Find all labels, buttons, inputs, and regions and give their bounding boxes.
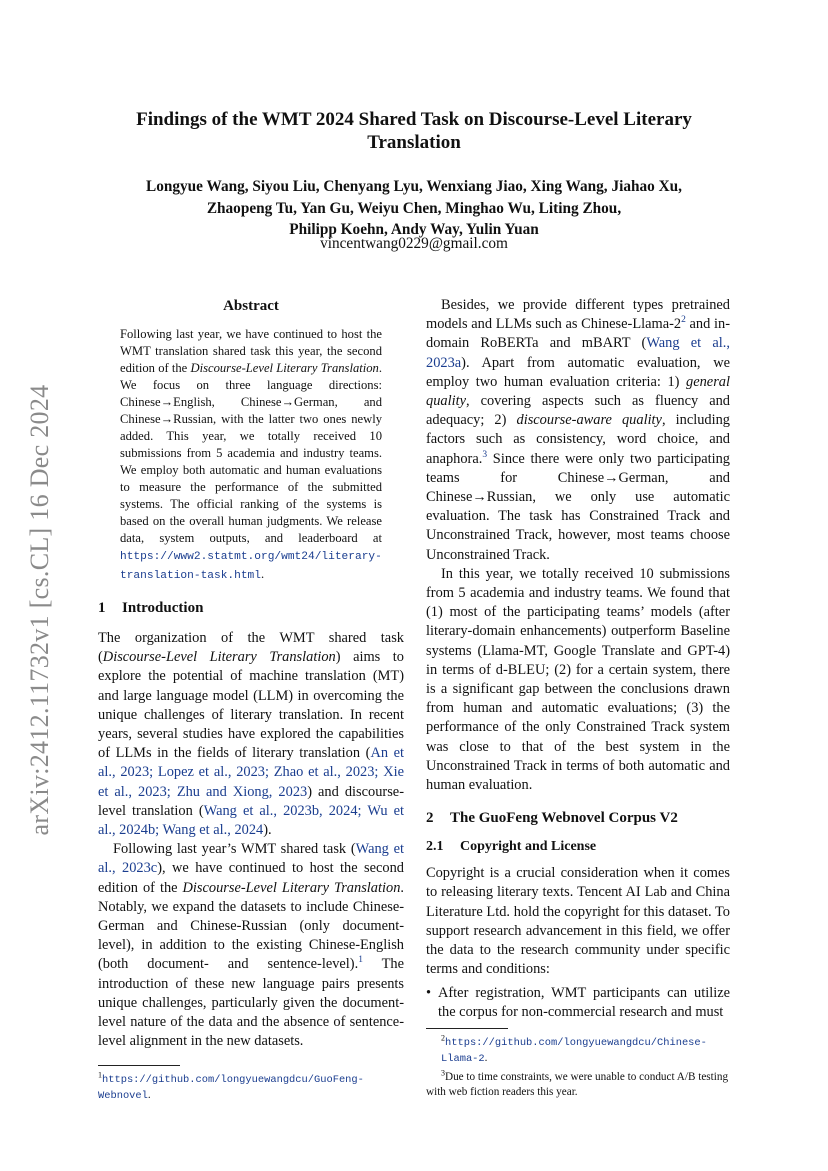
footnote-marker-2[interactable]: 2 [681,315,686,326]
right-paragraph-1: Besides, we provide different types pretrained models and LLMs such as Chinese-$Llama-2^2$ and in-domain RoBERTa and mBART (Wang et al., 2023a). Apart from automatic evaluation, we employ two human evaluation criteria: 1) general quality, covering aspects such as fluency and adequacy; 2) discourse-aware quality, including factors such as consistency, word choice, and anaphora.$^3$ Since there were only two participating teams for Chinese→German, and Chinese→Russian, we only use automatic evaluation. The task has Constrained Track and Unconstrained Track, however, most teams choose Unconstrained Track. [426,297,731,563]
footnote-marker-3[interactable]: 3 [482,449,488,460]
authors-line-2: Zhaopeng Tu, Yan Gu, Weiyu Chen, Minghao Wu, Liting Zhou, [206,199,622,217]
citation-wang-2023c[interactable]: Wang et al., 2023c [98,841,404,877]
copyright-paragraph: Copyright is a crucial consideration when it comes to releasing literary texts. Tencent AI Lab and China Literature Ltd. hold the copyright for this dataset. To support research advancement in this field, we offer the data to the research community under specific terms and conditions: [426,865,730,978]
arxiv-identifier-text: arXiv:2412.11732v1 [cs.CL] 16 Dec 2024 [25,384,54,836]
task-name: Discourse-Level Literary Translation [190,361,379,375]
section-1-heading: 1 Introduction [98,600,204,616]
right-paragraph-2: In this year, we totally received 10 submissions from 5 academia and industry teams. We found that (1) most of the participating teams’ models (after literary-domain enhancements) outperform Baseline systems (Llama-MT, Google Translate and GPT-4) in terms of d-BLEU; (2) for a certain system, there is a significant gap between the conclusions drawn from human and automatic evaluations; (3) the performance of the only Constrained Track system was close to that of the best system in the Unconstrained Track in terms of both automatic and human evaluation. [426,565,730,794]
footnote-marker-1[interactable]: 1 [358,955,363,966]
leaderboard-link[interactable]: https://www2.statmt.org/wmt24/literary-translation-task.html [120,551,382,582]
citation-literary-translation[interactable]: An et al., 2023; Lopez et al., 2023; Zhao et al., 2023; Xie et al., 2023; Zhu and Xiong, 2023 [98,745,404,800]
list-item: • After registration, WMT participants can utilize the corpus for non-commercial research and must [426,984,730,1020]
chinese-llama-link[interactable]: https://github.com/longyuewangdcu/Chinese-Llama-2 [441,1036,707,1065]
right-footnotes [426,1028,730,1100]
authors-line-3: Philipp Koehn, Andy Way, Yulin Yuan [289,221,539,238]
left-column [98,296,404,1104]
footnote-2: $^2$https://github.com/longyuewangdcu/Chinese-Llama-2. [441,1033,707,1065]
intro-paragraph-1: The organization of the WMT shared task (Discourse-Level Literary Translation) aims to explore the potential of machine translation (MT) and large language model (LLM) in overcoming the unique challenges of literary translation. In recent years, several studies have explored the capabilities of LLMs in the fields of literary translation (An et al., 2023; Lopez et al., 2023; Zhao et al., 2023; Xie et al., 2023; Zhu and Xiong, 2023) and discourse-level translation (Wang et al., 2023b, 2024; Wu et al., 2024b; Wang et al., 2024). [98,630,404,839]
abstract-heading: Abstract [223,298,279,314]
footnote-rule [426,1028,508,1029]
guofeng-corpus-link[interactable]: https://github.com/longyuewangdcu/GuoFeng-Webnovel [98,1074,364,1103]
section-2-1-heading: 2.1 Copyright and License [426,839,597,855]
title-line-2: Translation [367,132,461,153]
right-column [426,296,730,1100]
arxiv-identifier [18,360,62,860]
license-conditions-list [426,984,730,1022]
author-list [110,176,718,241]
footnote-3: $^3$Due to time constraints, we were unable to conduct A/B testing with web fiction readers this year. [426,1068,729,1098]
contact-email: vincentwang0229@gmail.com [320,235,508,252]
abstract-text: Following last year, we have continued to host the WMT translation shared task this year, the second edition of the Discourse-Level Literary Translation. We focus on three language directions: Chinese→English, Chinese→German, and Chinese→Russian, with the latter two ones newly added. This year, we totally received 10 submissions from 5 academia and industry teams. We employ both automatic and human evaluations to measure the performance of the submitted systems. The official ranking of the systems is based on the overall human judgments. We release data, system outputs, and leaderboard at https://www2.statmt.org/wmt24/literary-translation-task.html. [120,327,382,582]
intro-paragraph-2: Following last year’s WMT shared task (Wang et al., 2023c), we have continued to host the second edition of the Discourse-Level Literary Translation. Notably, we expand the datasets to include Chinese-German and Chinese-Russian (only document-level), in addition to the existing Chinese-English (both document- and sentence-level).$^1$ The introduction of these new language pairs presents unique challenges, particularly given the document-level nature of the data and the absence of sentence-level alignment in the new datasets. [98,841,404,1050]
citation-wang-2023a[interactable]: Wang et al., 2023a [426,335,730,371]
footnote-rule [98,1065,180,1066]
citation-discourse-translation[interactable]: Wang et al., 2023b, 2024; Wu et al., 2024b; Wang et al., 2024 [98,802,404,839]
footnote-1: $^1$https://github.com/longyuewangdcu/GuoFeng-Webnovel. [98,1070,364,1103]
left-footnotes [98,1065,404,1104]
paper-title [110,108,718,154]
title-line-1: Findings of the WMT 2024 Shared Task on Discourse-Level Literary [136,109,692,130]
authors-line-1: Longyue Wang, Siyou Liu, Chenyang Lyu, Wenxiang Jiao, Xing Wang, Jiahao Xu, [146,178,682,195]
section-2-heading: 2 The GuoFeng Webnovel Corpus V2 [426,810,678,827]
